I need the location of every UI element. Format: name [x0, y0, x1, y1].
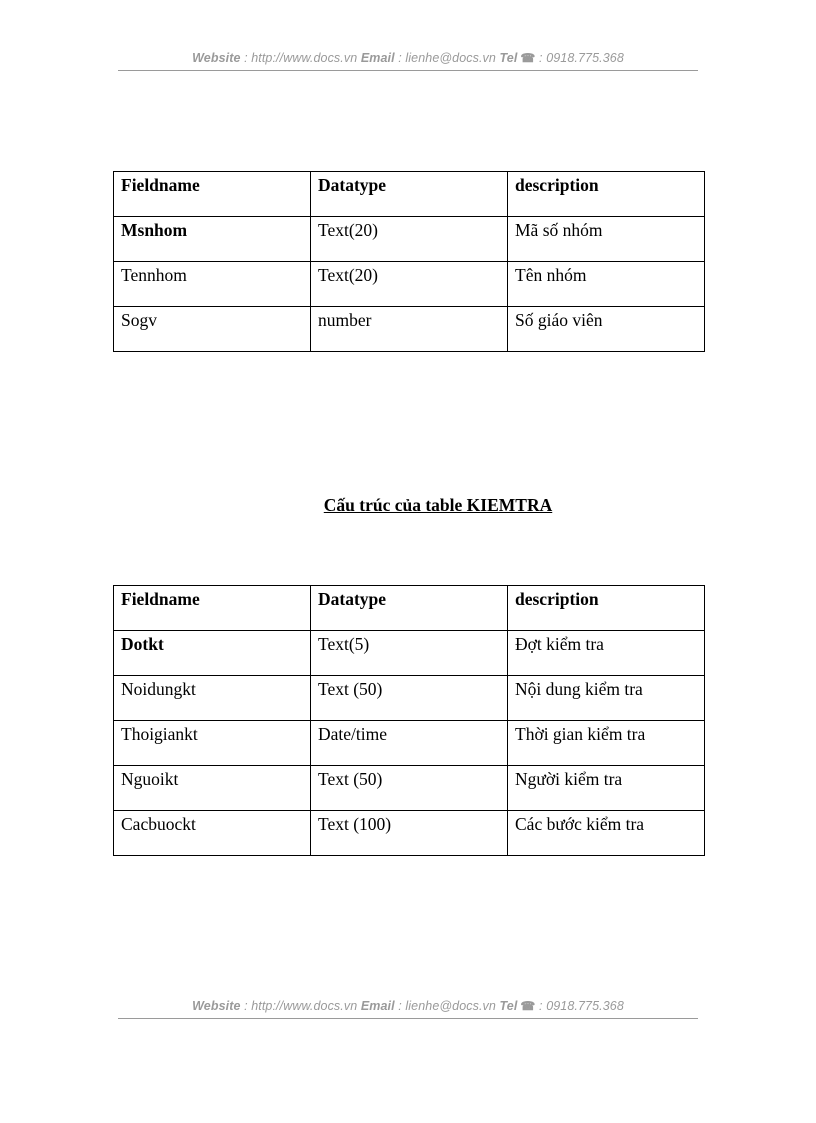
header-email-value: : lienhe@docs.vn	[394, 51, 500, 65]
page-header	[118, 51, 698, 65]
table-header-row	[114, 586, 705, 631]
footer-website-value: : http://www.docs.vn	[240, 999, 361, 1013]
table-cell: number	[311, 307, 508, 352]
header-cell: description	[508, 172, 705, 217]
phone-icon: ☎	[520, 51, 536, 65]
footer-website-label: Website	[192, 999, 241, 1013]
table-cell: Các bước kiểm tra	[508, 811, 705, 856]
header-cell: Datatype	[311, 172, 508, 217]
table-cell: Tên nhóm	[508, 262, 705, 307]
page-footer	[118, 999, 698, 1013]
header-cell: Datatype	[311, 586, 508, 631]
table-cell: Mã số nhóm	[508, 217, 705, 262]
table-cell: Tennhom	[114, 262, 311, 307]
table-header-row	[114, 172, 705, 217]
table-cell: Text (100)	[311, 811, 508, 856]
kiemtra-table	[113, 585, 705, 856]
table-cell: Noidungkt	[114, 676, 311, 721]
table-cell: Nguoikt	[114, 766, 311, 811]
table-cell: Thời gian kiểm tra	[508, 721, 705, 766]
table-row	[114, 721, 705, 766]
table-row	[114, 217, 705, 262]
section-title: Cấu trúc của table KIEMTRA	[323, 495, 553, 515]
header-tel-label: Tel	[499, 51, 518, 65]
table-cell: Text(20)	[311, 217, 508, 262]
footer-tel-value: : 0918.775.368	[535, 999, 624, 1013]
table-cell: Date/time	[311, 721, 508, 766]
table-cell: Text (50)	[311, 766, 508, 811]
header-cell: description	[508, 586, 705, 631]
table-cell: Sogv	[114, 307, 311, 352]
table-row	[114, 766, 705, 811]
table-cell: Text(5)	[311, 631, 508, 676]
table-cell: Msnhom	[114, 217, 311, 262]
table-row	[114, 307, 705, 352]
table-row	[114, 811, 705, 856]
table-cell: Text(20)	[311, 262, 508, 307]
footer-rule	[118, 1018, 698, 1019]
header-rule	[118, 70, 698, 71]
header-website-value: : http://www.docs.vn	[240, 51, 361, 65]
table-cell: Cacbuockt	[114, 811, 311, 856]
table-cell: Dotkt	[114, 631, 311, 676]
table-row	[114, 676, 705, 721]
table-cell: Thoigiankt	[114, 721, 311, 766]
footer-email-label: Email	[360, 999, 395, 1013]
table-row	[114, 631, 705, 676]
header-email-label: Email	[360, 51, 395, 65]
table-cell: Số giáo viên	[508, 307, 705, 352]
table-cell: Người kiểm tra	[508, 766, 705, 811]
msnhom-table	[113, 171, 705, 352]
table-cell: Text (50)	[311, 676, 508, 721]
table-cell: Đợt kiểm tra	[508, 631, 705, 676]
header-cell: Fieldname	[114, 172, 311, 217]
header-tel-value: : 0918.775.368	[535, 51, 624, 65]
footer-tel-label: Tel	[499, 999, 518, 1013]
footer-email-value: : lienhe@docs.vn	[394, 999, 500, 1013]
header-website-label: Website	[192, 51, 241, 65]
table-row	[114, 262, 705, 307]
header-cell: Fieldname	[114, 586, 311, 631]
phone-icon: ☎	[520, 999, 536, 1013]
table-cell: Nội dung kiểm tra	[508, 676, 705, 721]
